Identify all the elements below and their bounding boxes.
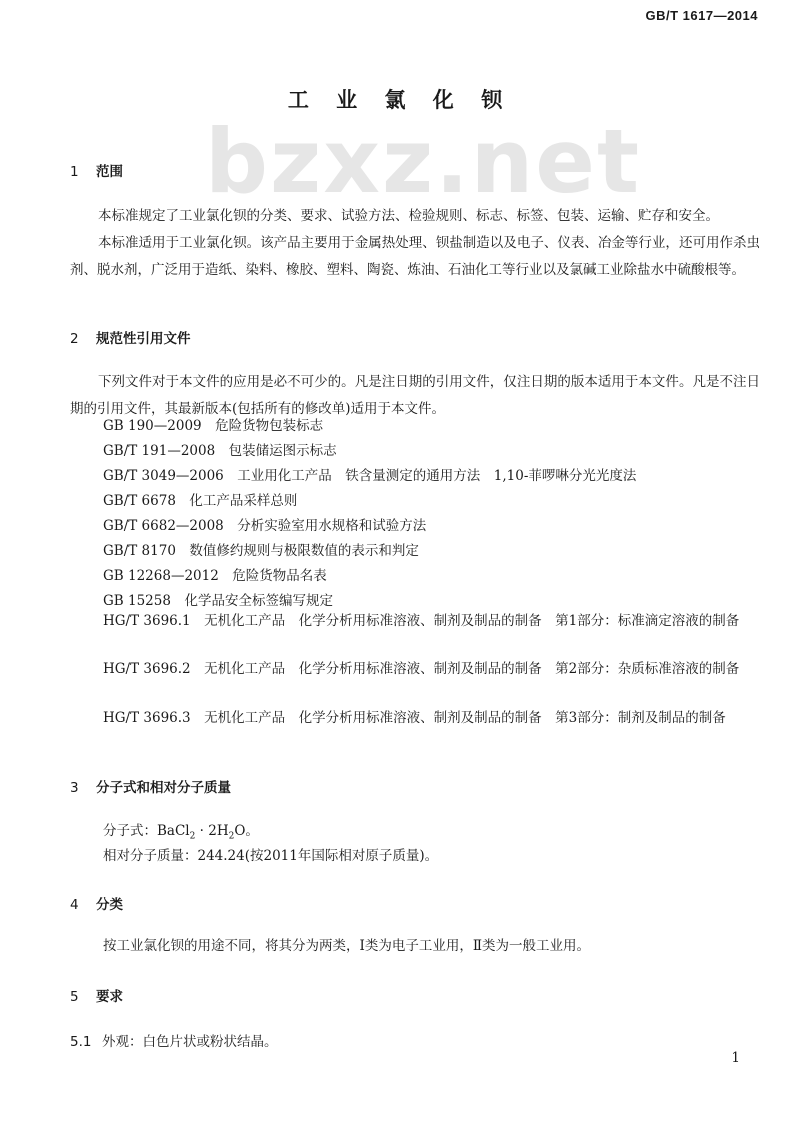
section-number: 5 (70, 989, 79, 1005)
formula-part: · 2H (195, 823, 229, 839)
formula-part: 分子式：BaCl (103, 823, 190, 839)
reference-item: HG/T 3696.2 无机化工产品 化学分析用标准溶液、制剂及制品的制备 第2部分：杂质标准溶液的制备 (103, 661, 740, 677)
clause-5-1 (70, 1030, 278, 1050)
reference-item: HG/T 3696.3 无机化工产品 化学分析用标准溶液、制剂及制品的制备 第3部分：制剂及制品的制备 (103, 710, 726, 726)
reference-item: HG/T 3696.1 无机化工产品 化学分析用标准溶液、制剂及制品的制备 第1部分：标准滴定溶液的制备 (103, 613, 740, 629)
reference-item: GB 190—2009 危险货物包装标志 (103, 418, 324, 434)
section-4-heading (70, 893, 123, 913)
section-title: 分子式和相对分子质量 (96, 780, 231, 796)
reference-item: GB/T 3049—2006 工业用化工产品 铁含量测定的通用方法 1,10-菲啰啉分光光度法 (103, 468, 637, 484)
molecular-mass: 相对分子质量：244.24(按2011年国际相对原子质量)。 (103, 848, 439, 864)
watermark: bzxz.net (205, 110, 642, 213)
section-2-heading (70, 327, 191, 347)
clause-number: 5.1 (70, 1034, 92, 1050)
reference-item: GB/T 8170 数值修约规则与极限数值的表示和判定 (103, 543, 419, 559)
formula-subscript: 2 (228, 831, 235, 842)
document-title: 工 业 氯 化 钡 (287, 87, 513, 112)
clause-text: 外观：白色片状或粉状结晶。 (102, 1034, 278, 1050)
section-title: 范围 (96, 164, 123, 180)
section-title: 分类 (96, 897, 123, 913)
section-1-heading (70, 160, 123, 180)
reference-item: GB 12268—2012 危险货物品名表 (103, 568, 327, 584)
section-3-heading (70, 776, 231, 796)
section-1-paragraph-1: 本标准规定了工业氯化钡的分类、要求、试验方法、检验规则、标志、标签、包装、运输、贮存和安全。 (98, 208, 719, 224)
page-number: 1 (731, 1050, 740, 1066)
section-2-intro: 下列文件对于本文件的应用是必不可少的。凡是注日期的引用文件，仅注日期的版本适用于本文件。凡是不注日期的引用文件，其最新版本(包括所有的修改单)适用于本文件。 (70, 374, 760, 417)
reference-item: GB/T 6682—2008 分析实验室用水规格和试验方法 (103, 518, 427, 534)
reference-item: GB/T 191—2008 包装储运图示标志 (103, 443, 337, 459)
section-number: 4 (70, 897, 79, 913)
standard-code: GB/T 1617—2014 (645, 8, 758, 23)
section-title: 规范性引用文件 (96, 331, 191, 347)
formula-subscript: 2 (189, 831, 196, 842)
section-title: 要求 (96, 989, 123, 1005)
section-number: 2 (70, 331, 79, 347)
section-1-paragraph-2: 本标准适用于工业氯化钡。该产品主要用于金属热处理、钡盐制造以及电子、仪表、冶金等行业，还可用作杀虫剂、脱水剂，广泛用于造纸、染料、橡胶、塑料、陶瓷、炼油、石油化工等行业以及氯碱工业除盐水中硫酸根等。 (70, 235, 760, 278)
formula-part: O。 (234, 823, 259, 839)
reference-item: GB/T 6678 化工产品采样总则 (103, 493, 298, 509)
reference-item: GB 15258 化学品安全标签编写规定 (103, 593, 333, 609)
section-number: 1 (70, 164, 79, 180)
section-number: 3 (70, 780, 79, 796)
section-5-heading (70, 985, 123, 1005)
section-4-text: 按工业氯化钡的用途不同，将其分为两类，Ⅰ类为电子工业用，Ⅱ类为一般工业用。 (103, 938, 591, 954)
